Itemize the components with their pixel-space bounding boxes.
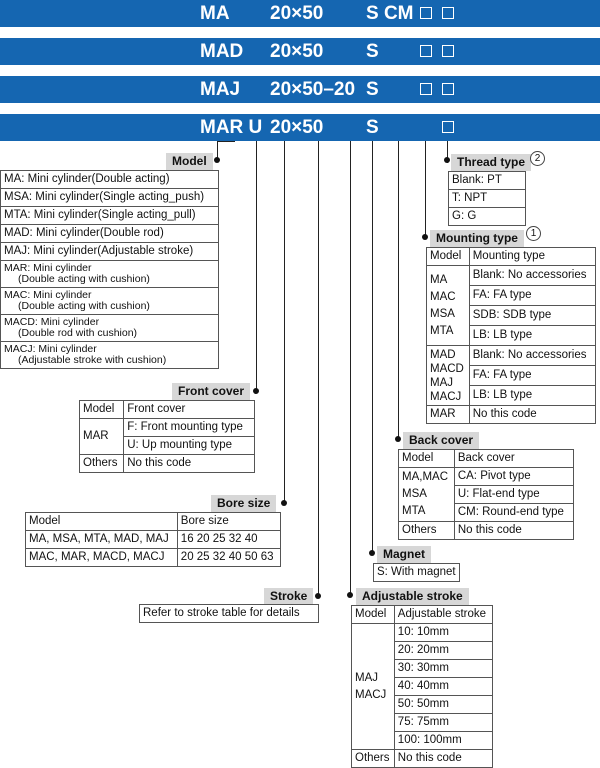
model-text: MAC: [430, 290, 456, 303]
model-line: (Double rod with cushion): [18, 327, 138, 339]
code-bar-maj: [0, 76, 600, 103]
header-cell: Adjustable stroke: [394, 606, 492, 624]
type-cell: No this code: [124, 455, 255, 473]
model-cell: [352, 624, 395, 750]
code-bar-ma: [0, 0, 600, 27]
connector-line: [256, 141, 257, 391]
model-cell: MAR: [427, 406, 470, 424]
magnet-box: S: With magnet: [373, 563, 460, 582]
thread-type-table: [448, 171, 526, 226]
type-cell: F: Front mounting type: [124, 419, 255, 437]
connector-dot: [315, 593, 321, 599]
model-cell: [427, 346, 470, 406]
model-text: MSA: [430, 307, 455, 320]
placeholder-square: [442, 121, 454, 133]
adjustable-stroke-label: Adjustable stroke: [356, 588, 469, 605]
header-cell: Mounting type: [469, 248, 595, 266]
header-cell: Model: [399, 450, 455, 468]
model-cell: [399, 468, 455, 522]
stroke-cell: 20: 20mm: [394, 642, 492, 660]
stroke-cell: No this code: [394, 750, 492, 768]
type-cell: LB: LB type: [469, 386, 595, 406]
bore-size-table: [25, 512, 281, 567]
model-row: MAJ: Mini cylinder(Adjustable stroke): [1, 243, 219, 261]
header-cell: Model: [80, 401, 124, 419]
model-line: (Double acting with cushion): [18, 300, 150, 312]
model-label: Model: [166, 153, 213, 170]
model-text: MAJ: [355, 671, 378, 684]
connector-dot: [444, 157, 450, 163]
code-bore-stroke: 20×50: [270, 3, 324, 24]
stroke-cell: 75: 75mm: [394, 714, 492, 732]
connector-line: [372, 141, 373, 553]
placeholder-square: [420, 7, 432, 19]
note-marker: 2: [530, 151, 545, 166]
thread-row: G: G: [449, 208, 526, 226]
type-cell: No this code: [454, 522, 573, 540]
model-row: [1, 315, 219, 342]
code-bore-stroke: 20×50–20: [270, 79, 356, 100]
code-suffix: S: [366, 79, 379, 100]
magnet-label: Magnet: [377, 546, 431, 563]
connector-dot: [253, 388, 259, 394]
model-text: MACJ: [355, 688, 387, 701]
type-cell: LB: LB type: [469, 326, 595, 346]
code-bar-mad: [0, 38, 600, 65]
placeholder-square: [420, 83, 432, 95]
header-cell: Model: [26, 513, 178, 531]
connector-line: [318, 141, 319, 596]
model-row: [1, 288, 219, 315]
model-cell: MAC, MAR, MACD, MACJ: [26, 549, 178, 567]
model-cell: MAR: [80, 419, 124, 455]
placeholder-square: [420, 45, 432, 57]
model-text: MAJ: [430, 376, 453, 389]
stroke-cell: 100: 100mm: [394, 732, 492, 750]
stroke-label: Stroke: [264, 588, 313, 605]
model-line: (Double acting with cushion): [18, 273, 150, 285]
model-text: MACD: [430, 362, 464, 375]
placeholder-square: [442, 83, 454, 95]
code-suffix: S: [366, 117, 379, 138]
model-line: MAR: Mini cylinder: [4, 262, 92, 274]
type-cell: Blank: No accessories: [469, 266, 595, 286]
front-cover-label: Front cover: [172, 383, 250, 400]
connector-line: [398, 141, 399, 440]
adjustable-stroke-table: [351, 605, 493, 768]
mounting-type-label: Mounting type: [430, 230, 524, 247]
back-cover-label: Back cover: [403, 432, 479, 449]
model-text: MSA: [402, 488, 427, 500]
connector-dot: [214, 157, 220, 163]
placeholder-square: [442, 7, 454, 19]
thread-row: Blank: PT: [449, 172, 526, 190]
type-cell: No this code: [469, 406, 595, 424]
model-row: [1, 342, 219, 369]
model-table: [0, 170, 219, 369]
stroke-box: Refer to stroke table for details: [139, 604, 319, 623]
connector-line: [217, 141, 235, 142]
model-line: MACJ: Mini cylinder: [4, 343, 97, 355]
connector-dot: [369, 550, 375, 556]
type-cell: U: Up mounting type: [124, 437, 255, 455]
model-line: MAC: Mini cylinder: [4, 289, 92, 301]
connector-line: [284, 141, 285, 503]
header-cell: Front cover: [124, 401, 255, 419]
back-cover-table: [398, 449, 574, 540]
bore-cell: 20 25 32 40 50 63: [177, 549, 280, 567]
model-text: MA: [430, 273, 448, 286]
code-model: MAD: [200, 41, 244, 62]
header-cell: Model: [427, 248, 470, 266]
connector-line: [350, 141, 351, 595]
type-cell: SDB: SDB type: [469, 306, 595, 326]
connector-dot: [395, 436, 401, 442]
mounting-type-table: [426, 247, 596, 424]
type-cell: CA: Pivot type: [454, 468, 573, 486]
note-marker: 1: [526, 226, 541, 241]
code-bore-stroke: 20×50: [270, 117, 324, 138]
code-suffix: S CM: [366, 3, 414, 24]
model-cell: Others: [352, 750, 395, 768]
model-row: MAD: Mini cylinder(Double rod): [1, 225, 219, 243]
model-row: [1, 261, 219, 288]
model-text: MAD: [430, 348, 456, 361]
model-cell: [427, 266, 470, 346]
type-cell: FA: FA type: [469, 286, 595, 306]
model-line: (Adjustable stroke with cushion): [18, 354, 167, 366]
type-cell: FA: FA type: [469, 366, 595, 386]
code-model: MA: [200, 3, 230, 24]
code-bar-mar: [0, 114, 600, 141]
code-suffix: S: [366, 41, 379, 62]
header-cell: Model: [352, 606, 395, 624]
bore-cell: 16 20 25 32 40: [177, 531, 280, 549]
header-cell: Bore size: [177, 513, 280, 531]
model-line: MACD: Mini cylinder: [4, 316, 100, 328]
thread-row: T: NPT: [449, 190, 526, 208]
model-text: MACJ: [430, 390, 462, 403]
connector-dot: [281, 500, 287, 506]
placeholder-square: [442, 45, 454, 57]
model-cell: Others: [80, 455, 124, 473]
model-row: MSA: Mini cylinder(Single acting_push): [1, 189, 219, 207]
model-text: MTA: [402, 505, 426, 517]
type-cell: Blank: No accessories: [469, 346, 595, 366]
model-text: MA,MAC: [402, 471, 448, 483]
model-text: MTA: [430, 324, 454, 337]
model-cell: Others: [399, 522, 455, 540]
bore-size-label: Bore size: [211, 495, 276, 512]
type-cell: CM: Round-end type: [454, 504, 573, 522]
code-bore-stroke: 20×50: [270, 41, 324, 62]
connector-line: [425, 141, 426, 238]
type-cell: U: Flat-end type: [454, 486, 573, 504]
model-row: MA: Mini cylinder(Double acting): [1, 171, 219, 189]
model-row: MTA: Mini cylinder(Single acting_pull): [1, 207, 219, 225]
stroke-cell: 50: 50mm: [394, 696, 492, 714]
code-model: MAJ: [200, 79, 241, 100]
stroke-cell: 40: 40mm: [394, 678, 492, 696]
connector-dot: [422, 234, 428, 240]
stroke-cell: 10: 10mm: [394, 624, 492, 642]
connector-dot: [347, 592, 353, 598]
stroke-cell: 30: 30mm: [394, 660, 492, 678]
code-model: MAR U: [200, 117, 263, 138]
front-cover-table: [79, 400, 255, 473]
model-cell: MA, MSA, MTA, MAD, MAJ: [26, 531, 178, 549]
thread-type-label: Thread type: [451, 154, 531, 171]
header-cell: Back cover: [454, 450, 573, 468]
